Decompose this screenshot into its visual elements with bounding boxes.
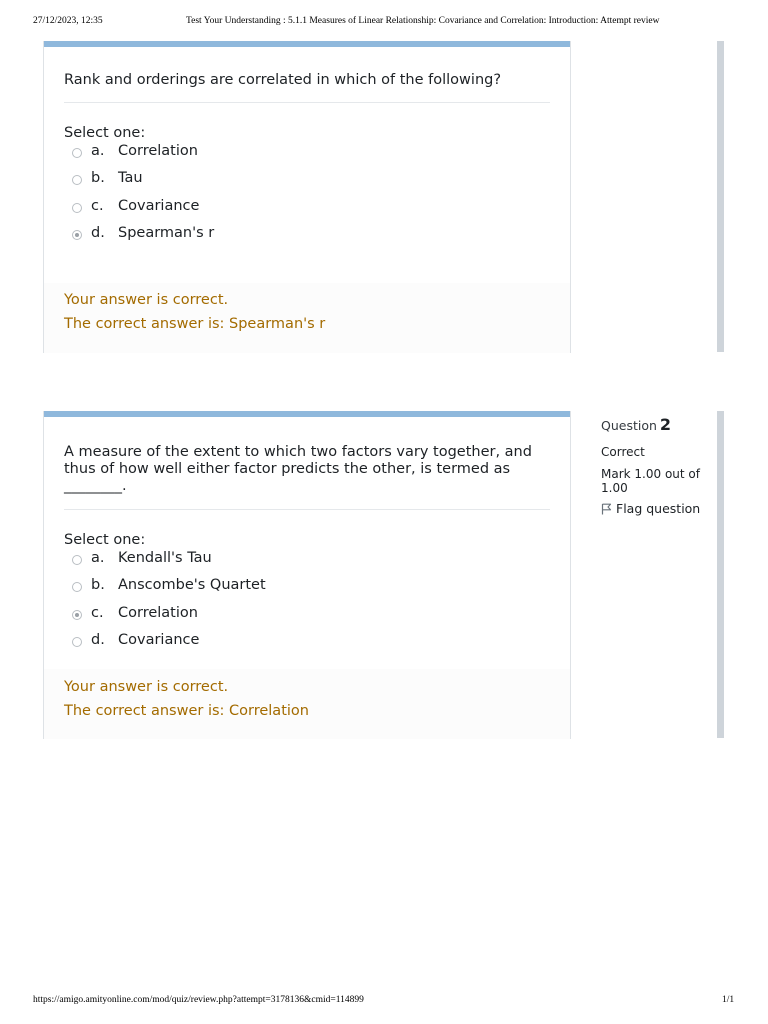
- radio-icon[interactable]: [72, 637, 82, 647]
- feedback-result: Your answer is correct.: [64, 292, 229, 308]
- correct-answer-text: The correct answer is: Spearman's r: [64, 316, 326, 332]
- question-info: [601, 415, 711, 516]
- radio-icon-selected[interactable]: [72, 610, 82, 620]
- answer-letter: d.: [91, 225, 105, 242]
- radio-icon[interactable]: [72, 582, 82, 592]
- print-header: [0, 16, 768, 30]
- answer-label: Correlation: [118, 143, 198, 159]
- radio-icon[interactable]: [72, 203, 82, 213]
- question-card-1: [43, 41, 571, 353]
- print-footer: [0, 995, 768, 1009]
- answer-label: Covariance: [118, 197, 200, 214]
- divider: [64, 102, 550, 103]
- divider: [64, 509, 550, 510]
- answer-option-a[interactable]: [64, 142, 550, 169]
- answer-label: Kendall's Tau: [118, 550, 212, 566]
- answer-option-b[interactable]: [64, 576, 550, 603]
- radio-icon[interactable]: [72, 175, 82, 185]
- question-number-heading: [601, 415, 711, 434]
- radio-icon-selected[interactable]: [72, 230, 82, 240]
- print-datetime: 27/12/2023, 12:35: [33, 16, 103, 26]
- answer-option-c[interactable]: [64, 604, 550, 631]
- answer-letter: c.: [91, 604, 104, 621]
- answer-label: Correlation: [118, 604, 198, 621]
- print-url: https://amigo.amityonline.com/mod/quiz/review.php?attempt=3178136&cmid=114899: [33, 995, 364, 1005]
- question-card-2: [43, 411, 571, 739]
- answer-option-d[interactable]: [64, 631, 550, 658]
- answer-label: Tau: [118, 170, 143, 187]
- sidebar-bar: [717, 41, 724, 352]
- question-text: Rank and orderings are correlated in which of the following?: [64, 72, 502, 88]
- feedback: [64, 288, 550, 336]
- radio-icon[interactable]: [72, 555, 82, 565]
- print-title: Test Your Understanding : 5.1.1 Measures of Linear Relationship: Covariance and Correlation: Introduction: Attempt review: [186, 16, 660, 26]
- radio-icon[interactable]: [72, 148, 82, 158]
- question-text: A measure of the extent to which two factors vary together, and thus of how well either factor predicts the other, is termed as ________.: [64, 444, 532, 494]
- question-number: 2: [659, 415, 672, 434]
- sidebar-bar: [717, 411, 724, 738]
- flag-question-label: Flag question: [616, 501, 701, 516]
- answer-letter: a.: [91, 550, 105, 566]
- answer-list: [64, 549, 550, 659]
- question-label: Question: [601, 418, 657, 433]
- answer-letter: c.: [91, 197, 104, 214]
- correct-answer-text: The correct answer is: Correlation: [64, 703, 309, 719]
- answer-option-a[interactable]: [64, 549, 550, 576]
- question-mark: Mark 1.00 out of 1.00: [601, 467, 700, 495]
- answer-option-b[interactable]: [64, 169, 550, 196]
- answer-letter: a.: [91, 143, 105, 159]
- select-one-prompt: Select one:: [64, 125, 146, 141]
- answer-label: Covariance: [118, 632, 200, 649]
- answer-label: Spearman's r: [118, 225, 215, 242]
- answer-option-d[interactable]: [64, 224, 550, 251]
- flag-question-button[interactable]: [601, 502, 711, 516]
- flag-icon[interactable]: [601, 503, 612, 515]
- answer-label: Anscombe's Quartet: [118, 577, 266, 594]
- answer-option-c[interactable]: [64, 197, 550, 224]
- question-state: Correct: [601, 445, 645, 459]
- feedback: [64, 675, 550, 723]
- select-one-prompt: Select one:: [64, 532, 146, 548]
- print-page-number: 1/1: [722, 995, 735, 1005]
- answer-letter: d.: [91, 632, 105, 649]
- answer-letter: b.: [91, 577, 105, 594]
- feedback-result: Your answer is correct.: [64, 679, 229, 695]
- answer-letter: b.: [91, 170, 105, 187]
- answer-list: [64, 142, 550, 252]
